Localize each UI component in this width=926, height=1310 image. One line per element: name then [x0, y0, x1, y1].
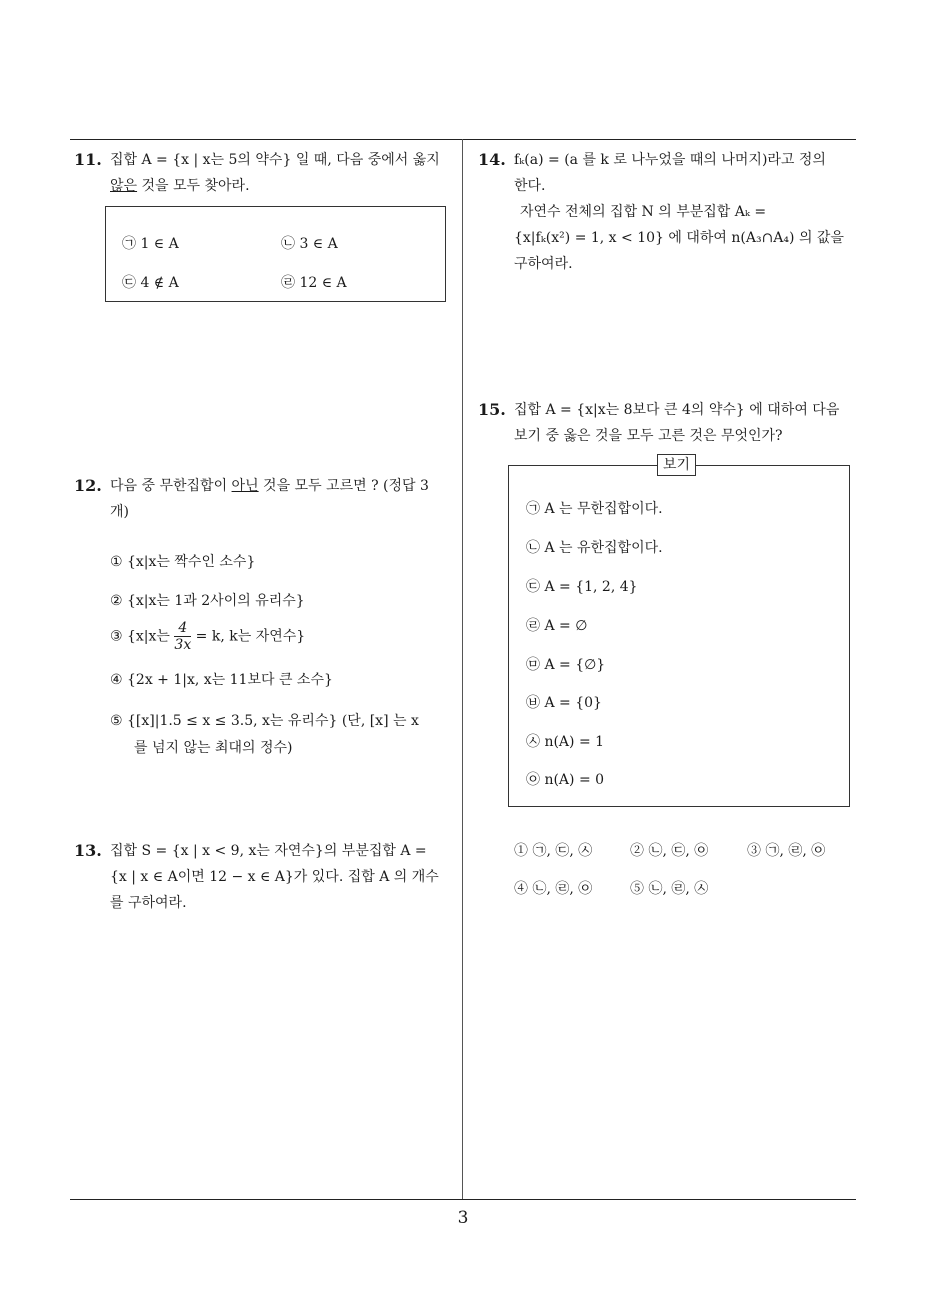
bogi-item-8: ㉧ n(A) = 0	[526, 772, 605, 788]
bogi-item-5: ㉤ A = {∅}	[526, 657, 606, 673]
question-text-line: 자연수 전체의 집합 N 의 부분집합 Aₖ =	[520, 204, 767, 220]
question-11	[74, 147, 459, 199]
option-2[interactable]: ㉡ 3 ∈ A	[281, 236, 338, 252]
option-1[interactable]: ① {x|x는 짝수인 소수}	[110, 554, 256, 570]
question-text-line: {x | x ∈ A이면 12 − x ∈ A}가 있다. 집합 A 의 개수	[110, 869, 439, 885]
option-1[interactable]: ㉠ 1 ∈ A	[122, 236, 179, 252]
question-number: 12.	[74, 476, 102, 495]
question-number: 15.	[478, 400, 506, 419]
question-text-line: 집합 A = {x | x는 5의 약수} 일 때, 다음 중에서 옳지	[110, 152, 440, 168]
bogi-item-6: ㉥ A = {0}	[526, 695, 602, 711]
question-text-line: 를 구하여라.	[110, 895, 187, 911]
column-divider	[462, 139, 463, 1200]
question-number: 11.	[74, 150, 102, 169]
bogi-item-1: ㉠ A 는 무한집합이다.	[526, 501, 663, 517]
question-text-line: 않은 것을 모두 찾아라.	[110, 178, 250, 194]
bottom-rule	[70, 1199, 856, 1200]
option-4[interactable]: ㉣ 12 ∈ A	[281, 275, 347, 291]
question-number: 13.	[74, 841, 102, 860]
question-text-line: {x|fₖ(x²) = 1, x < 10} 에 대하여 n(A₃∩A₄) 의 값을	[514, 230, 844, 246]
page-number: 3	[457, 1208, 469, 1228]
option-3[interactable]: ㉢ 4 ∉ A	[122, 275, 179, 291]
answer-choice-2[interactable]: ② ㉡, ㉢, ㉧	[630, 843, 709, 859]
underlined-word: 않은	[110, 178, 138, 194]
bogi-label: 보기	[657, 454, 696, 476]
question-text-line: 집합 A = {x|x는 8보다 큰 4의 약수} 에 대하여 다음	[514, 402, 840, 418]
question-text-line: 한다.	[514, 178, 546, 194]
question-text-line: 개)	[110, 504, 129, 520]
fraction: $\frac{4}{3x}$	[174, 620, 192, 653]
bogi-item-2: ㉡ A 는 유한집합이다.	[526, 540, 663, 556]
answer-choice-1[interactable]: ① ㉠, ㉢, ㉦	[514, 843, 593, 859]
answer-choice-3[interactable]: ③ ㉠, ㉣, ㉧	[747, 843, 826, 859]
option-4[interactable]: ④ {2x + 1|x, x는 11보다 큰 소수}	[110, 672, 333, 688]
question-text-line: fₖ(a) = (a 를 k 로 나누었을 때의 나머지)라고 정의	[514, 152, 826, 168]
underlined-word: 아닌	[231, 478, 259, 494]
question-text-line: 구하여라.	[514, 256, 573, 272]
option-2[interactable]: ② {x|x는 1과 2사이의 유리수}	[110, 593, 305, 609]
question-text-line: 다음 중 무한집합이 아닌 것을 모두 고르면 ? (정답 3	[110, 478, 429, 494]
bogi-item-7: ㉦ n(A) = 1	[526, 734, 605, 750]
option-3[interactable]: ③ {x|x는 $\frac{4}{3x}$ = k, k는 자연수}	[110, 620, 306, 653]
bogi-item-4: ㉣ A = ∅	[526, 618, 588, 634]
question-13	[74, 838, 459, 916]
question-14	[478, 147, 858, 277]
question-text-line: 보기 중 옳은 것을 모두 고른 것은 무엇인가?	[514, 428, 783, 444]
question-12	[74, 473, 459, 525]
answer-choice-4[interactable]: ④ ㉡, ㉣, ㉧	[514, 881, 593, 897]
question-15	[478, 397, 858, 449]
answer-choice-5[interactable]: ⑤ ㉡, ㉣, ㉦	[630, 881, 709, 897]
bogi-item-3: ㉢ A = {1, 2, 4}	[526, 579, 638, 595]
option-5[interactable]: ⑤ {[x]|1.5 ≤ x ≤ 3.5, x는 유리수} (단, [x] 는 x 를 넘지 않는 최대의 정수)	[110, 713, 419, 756]
question-text-line: 집합 S = {x | x < 9, x는 자연수}의 부분집합 A =	[110, 843, 427, 859]
question-number: 14.	[478, 150, 506, 169]
top-rule	[70, 139, 856, 140]
